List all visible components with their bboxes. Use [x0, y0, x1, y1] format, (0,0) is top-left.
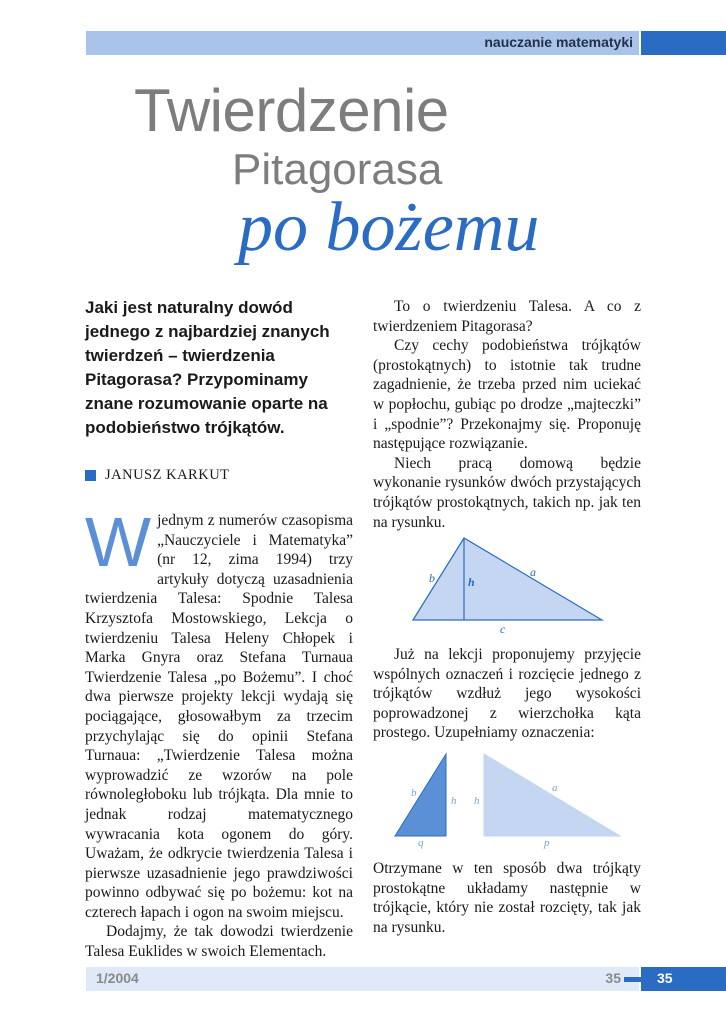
label-a-large: a — [552, 782, 558, 794]
triangle-small — [395, 754, 446, 836]
left-paragraph-2: Dodajmy, że tak dowodzi twierdzenie Talesa Euklides w swoich Elementach. — [85, 923, 353, 961]
label-h: h — [468, 575, 475, 589]
label-h-large: h — [474, 795, 480, 807]
right-column-bottom — [373, 859, 641, 937]
triangle-abc — [413, 538, 602, 620]
right-paragraph-5: Otrzymane w ten sposób dwa trójkąty prostokątne układamy następnie w trójkącie, który nie został rozcięty, tak jak na rysunku. — [373, 860, 641, 936]
label-b: b — [429, 571, 435, 585]
lead-paragraph: Jaki jest naturalny dowód jednego z najbardziej znanych twierdzeń – twierdzenia Pitagorasa? Przypominamy znane rozumowanie oparte na podobieństwo trójkątów. — [85, 298, 330, 437]
footer-tab — [641, 967, 726, 991]
right-paragraph-3: Niech pracą domową będzie wykonanie rysunków dwóch przystających trójkątów prostokątnych, takich np. jak ten na rysunku. — [373, 454, 641, 531]
label-h-small: h — [451, 795, 457, 807]
author — [85, 467, 230, 484]
issue-number: 1/2004 — [96, 970, 139, 986]
left-paragraph-1: jednym z numerów czasopisma „Nauczyciele i Matematyka” (nr 12, zima 1994) trzy artykuły dotyczą uzasadnienia twierdzenia Talesa: Spodnie Talesa Krzysztofa Mostowskiego, Lekcja o twierdzeniu Talesa Heleny Chłopek i Marka Gnyra oraz Stefana Turnaua Twierdzenie Talesa „po Bożemu”. I choć dwa pierwsze projekty lekcji wydają się pociągające, głosowałbym za trzecim przychylając się do opinii Stefana Turnaua: „Twierdzenie Talesa można wyprowadzić ze wzorów na pole równoległoboku lub trójkąta. Dla mnie to jednak rodzaj matematycznego wywracania kota ogonem do góry. Uważam, że odkrycie twierdzenia Talesa i pierwsze uzasadnienie jego prawdziwości powinno odbywać się po bożemu: kot na czterech łapach i ogon na swoim miejscu. — [85, 512, 353, 921]
section-label: nauczanie matematyki — [484, 34, 633, 50]
right-paragraph-2: Czy cechy podobieństwa trójkątów (prostokątnych) to istotnie tak trudne zagadnienie, że trzeba przed nim uciekać w popłochu, gubiąc po drodze „majteczki” i „spodnie”? Przekonajmy się. Proponuję następujące rozwiązanie. — [373, 337, 641, 453]
title-line-1: Twierdzenie — [134, 77, 449, 144]
header-bar — [86, 31, 639, 55]
author-square-icon — [85, 470, 96, 481]
header-tab — [641, 31, 726, 55]
right-column-top — [373, 297, 641, 532]
title-line-3: po bożemu — [238, 189, 540, 266]
right-column-middle — [373, 645, 641, 743]
triangle-large — [484, 754, 620, 836]
label-p: p — [544, 837, 550, 849]
page-number-inner: 35 — [605, 970, 621, 986]
page-number: 35 — [657, 970, 673, 986]
dropcap: W — [85, 503, 152, 581]
footer-arrow — [624, 977, 642, 982]
label-q: q — [418, 837, 424, 849]
label-a: a — [530, 565, 536, 579]
author-name: JANUSZ KARKUT — [105, 467, 230, 483]
footer-bar — [86, 967, 639, 991]
figure-triangle-abc — [400, 530, 610, 640]
right-paragraph-4: Już na lekcji proponujemy przyjęcie wspólnych oznaczeń i rozcięcie jednego z trójkątów wzdłuż jego wysokości poprowadzonej z wierzchołka kąta prostego. Uzupełniamy oznaczenia: — [373, 646, 641, 742]
figure-split-triangles — [385, 746, 630, 854]
label-c: c — [500, 622, 506, 636]
label-b-small: b — [411, 787, 417, 799]
right-paragraph-1: To o twierdzeniu Talesa. A co z twierdzeniem Pitagorasa? — [373, 298, 641, 335]
left-column — [85, 503, 353, 962]
title-line-2: Pitagorasa — [232, 145, 443, 194]
